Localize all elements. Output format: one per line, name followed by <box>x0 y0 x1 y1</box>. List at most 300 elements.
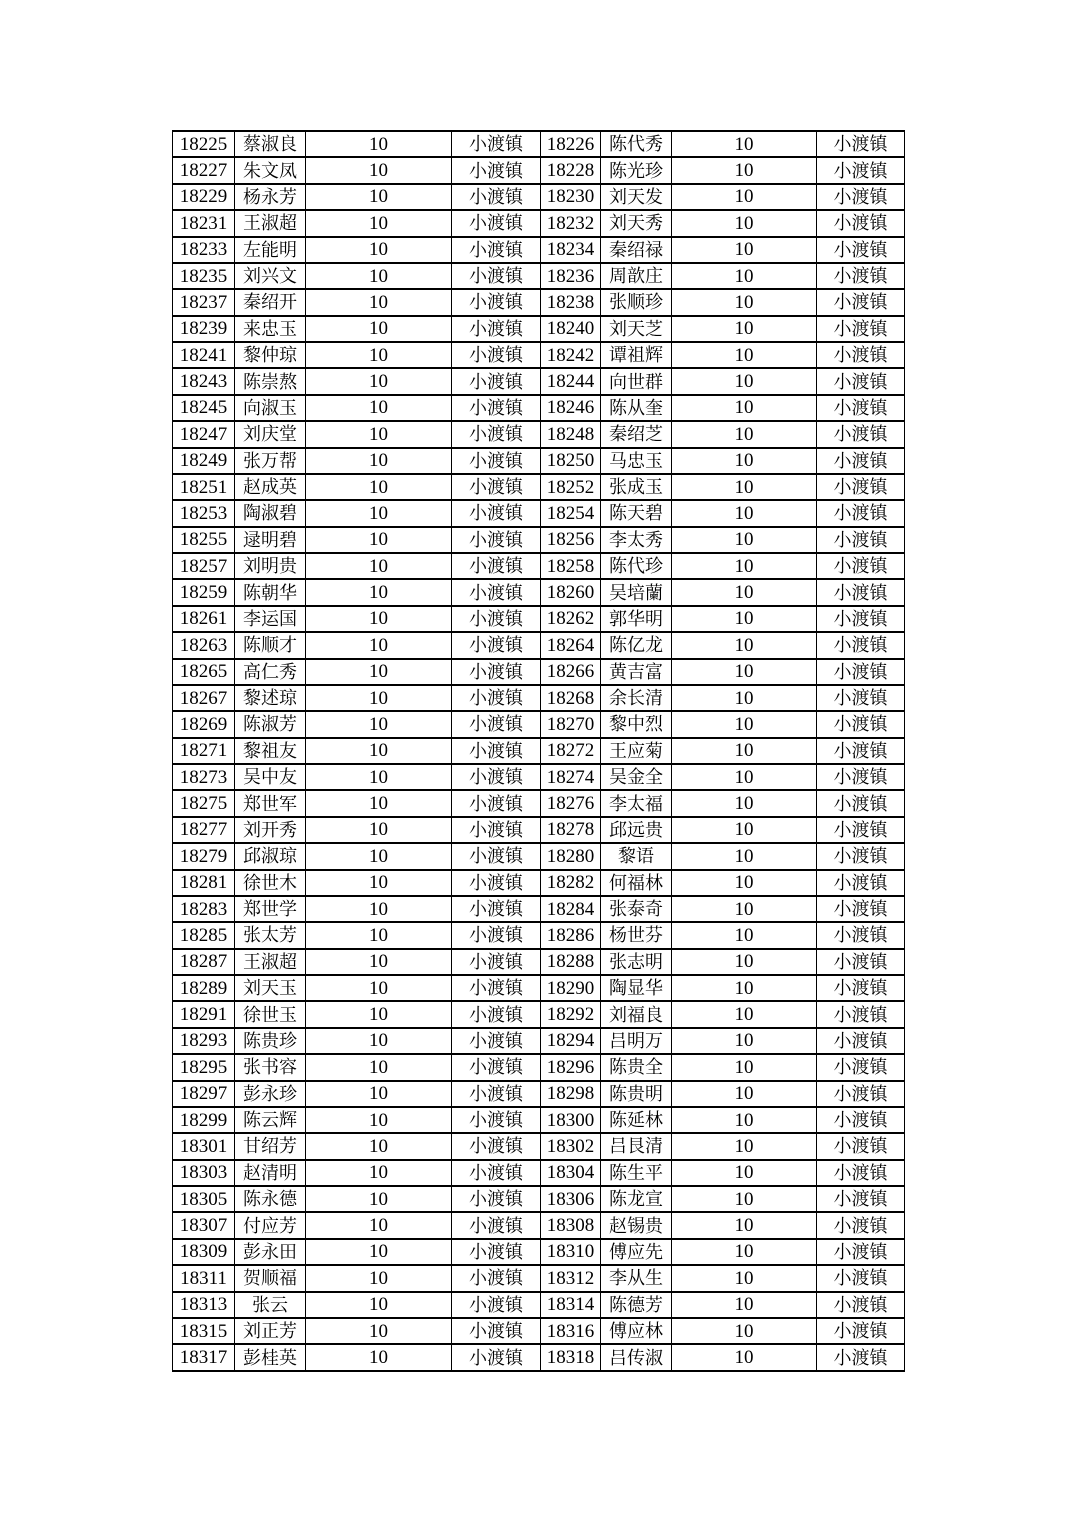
town: 小渡镇 <box>452 606 541 632</box>
person-name: 刘天玉 <box>235 975 306 1001</box>
person-name: 黄吉富 <box>601 659 672 685</box>
town: 小渡镇 <box>817 500 905 526</box>
amount: 10 <box>306 184 452 210</box>
town: 小渡镇 <box>817 606 905 632</box>
amount: 10 <box>672 949 817 975</box>
amount: 10 <box>306 922 452 948</box>
table-row <box>173 1186 905 1212</box>
town: 小渡镇 <box>817 922 905 948</box>
person-name: 傅应林 <box>601 1318 672 1344</box>
table-row <box>173 790 905 816</box>
town: 小渡镇 <box>452 395 541 421</box>
entry-id: 18283 <box>173 896 235 922</box>
entry-id: 18236 <box>541 263 601 289</box>
person-name: 傅应先 <box>601 1239 672 1265</box>
person-name: 张书容 <box>235 1054 306 1080</box>
table-row <box>173 1344 905 1371</box>
amount: 10 <box>672 527 817 553</box>
entry-id: 18282 <box>541 870 601 896</box>
town: 小渡镇 <box>452 790 541 816</box>
entry-id: 18311 <box>173 1265 235 1291</box>
town: 小渡镇 <box>452 1001 541 1027</box>
person-name: 吴培蘭 <box>601 579 672 605</box>
table-row <box>173 131 905 157</box>
town: 小渡镇 <box>452 237 541 263</box>
town: 小渡镇 <box>452 738 541 764</box>
town: 小渡镇 <box>817 896 905 922</box>
person-name: 马忠玉 <box>601 448 672 474</box>
person-name: 刘天秀 <box>601 210 672 236</box>
entry-id: 18252 <box>541 474 601 500</box>
town: 小渡镇 <box>817 1292 905 1318</box>
entry-id: 18235 <box>173 263 235 289</box>
town: 小渡镇 <box>817 632 905 658</box>
person-name: 陶显华 <box>601 975 672 1001</box>
amount: 10 <box>672 817 817 843</box>
person-name: 郑世学 <box>235 896 306 922</box>
table-row <box>173 553 905 579</box>
person-name: 彭桂英 <box>235 1344 306 1371</box>
person-name: 陶淑碧 <box>235 500 306 526</box>
town: 小渡镇 <box>452 289 541 315</box>
person-name: 张志明 <box>601 949 672 975</box>
amount: 10 <box>672 368 817 394</box>
entry-id: 18260 <box>541 579 601 605</box>
entry-id: 18302 <box>541 1133 601 1159</box>
amount: 10 <box>306 579 452 605</box>
entry-id: 18273 <box>173 764 235 790</box>
table-row <box>173 764 905 790</box>
amount: 10 <box>672 1265 817 1291</box>
person-name: 高仁秀 <box>235 659 306 685</box>
amount: 10 <box>672 896 817 922</box>
town: 小渡镇 <box>817 448 905 474</box>
amount: 10 <box>306 368 452 394</box>
person-name: 赵锡贵 <box>601 1212 672 1238</box>
entry-id: 18305 <box>173 1186 235 1212</box>
entry-id: 18309 <box>173 1239 235 1265</box>
entry-id: 18254 <box>541 500 601 526</box>
town: 小渡镇 <box>817 289 905 315</box>
town: 小渡镇 <box>452 975 541 1001</box>
amount: 10 <box>672 448 817 474</box>
town: 小渡镇 <box>817 1239 905 1265</box>
person-name: 王应菊 <box>601 738 672 764</box>
person-name: 邱淑琼 <box>235 843 306 869</box>
table-row <box>173 1107 905 1133</box>
amount: 10 <box>672 395 817 421</box>
person-name: 吴金全 <box>601 764 672 790</box>
amount: 10 <box>306 500 452 526</box>
entry-id: 18285 <box>173 922 235 948</box>
amount: 10 <box>306 316 452 342</box>
table-row <box>173 210 905 236</box>
town: 小渡镇 <box>452 527 541 553</box>
entry-id: 18279 <box>173 843 235 869</box>
amount: 10 <box>306 817 452 843</box>
town: 小渡镇 <box>817 790 905 816</box>
table-row <box>173 500 905 526</box>
person-name: 黎中烈 <box>601 711 672 737</box>
town: 小渡镇 <box>817 843 905 869</box>
amount: 10 <box>306 210 452 236</box>
entry-id: 18288 <box>541 949 601 975</box>
table-row <box>173 896 905 922</box>
amount: 10 <box>672 1054 817 1080</box>
person-name: 郑世军 <box>235 790 306 816</box>
entry-id: 18312 <box>541 1265 601 1291</box>
entry-id: 18247 <box>173 421 235 447</box>
table-row <box>173 870 905 896</box>
person-name: 秦绍芝 <box>601 421 672 447</box>
amount: 10 <box>672 1001 817 1027</box>
entry-id: 18238 <box>541 289 601 315</box>
person-name: 陈贵全 <box>601 1054 672 1080</box>
amount: 10 <box>306 711 452 737</box>
person-name: 向世群 <box>601 368 672 394</box>
person-name: 向淑玉 <box>235 395 306 421</box>
amount: 10 <box>672 289 817 315</box>
amount: 10 <box>306 975 452 1001</box>
person-name: 黎祖友 <box>235 738 306 764</box>
entry-id: 18274 <box>541 764 601 790</box>
entry-id: 18299 <box>173 1107 235 1133</box>
person-name: 陈顺才 <box>235 632 306 658</box>
table-row <box>173 368 905 394</box>
person-name: 张太芳 <box>235 922 306 948</box>
person-name: 张顺珍 <box>601 289 672 315</box>
amount: 10 <box>672 1344 817 1371</box>
entry-id: 18271 <box>173 738 235 764</box>
table-row <box>173 949 905 975</box>
amount: 10 <box>306 289 452 315</box>
table-row <box>173 342 905 368</box>
amount: 10 <box>306 685 452 711</box>
town: 小渡镇 <box>817 1186 905 1212</box>
town: 小渡镇 <box>452 1107 541 1133</box>
entry-id: 18268 <box>541 685 601 711</box>
amount: 10 <box>306 659 452 685</box>
amount: 10 <box>306 131 452 157</box>
table-row <box>173 685 905 711</box>
amount: 10 <box>672 606 817 632</box>
entry-id: 18270 <box>541 711 601 737</box>
entry-id: 18287 <box>173 949 235 975</box>
person-name: 逯明碧 <box>235 527 306 553</box>
town: 小渡镇 <box>452 474 541 500</box>
table-row <box>173 184 905 210</box>
amount: 10 <box>306 896 452 922</box>
table-row <box>173 1212 905 1238</box>
person-name: 赵成英 <box>235 474 306 500</box>
town: 小渡镇 <box>817 1107 905 1133</box>
person-name: 陈光珍 <box>601 157 672 183</box>
entry-id: 18240 <box>541 316 601 342</box>
town: 小渡镇 <box>452 659 541 685</box>
amount: 10 <box>672 421 817 447</box>
person-name: 刘兴文 <box>235 263 306 289</box>
amount: 10 <box>306 843 452 869</box>
table-row <box>173 975 905 1001</box>
person-name: 吴中友 <box>235 764 306 790</box>
amount: 10 <box>672 764 817 790</box>
amount: 10 <box>306 237 452 263</box>
entry-id: 18297 <box>173 1081 235 1107</box>
amount: 10 <box>306 764 452 790</box>
amount: 10 <box>306 421 452 447</box>
amount: 10 <box>672 1212 817 1238</box>
person-name: 陈亿龙 <box>601 632 672 658</box>
person-name: 徐世木 <box>235 870 306 896</box>
entry-id: 18276 <box>541 790 601 816</box>
town: 小渡镇 <box>452 632 541 658</box>
person-name: 谭祖辉 <box>601 342 672 368</box>
person-name: 陈延林 <box>601 1107 672 1133</box>
person-name: 刘开秀 <box>235 817 306 843</box>
amount: 10 <box>306 1292 452 1318</box>
person-name: 邱远贵 <box>601 817 672 843</box>
person-name: 李从生 <box>601 1265 672 1291</box>
person-name: 陈贵明 <box>601 1081 672 1107</box>
entry-id: 18245 <box>173 395 235 421</box>
table-row <box>173 1265 905 1291</box>
town: 小渡镇 <box>452 184 541 210</box>
table-row <box>173 659 905 685</box>
town: 小渡镇 <box>817 1212 905 1238</box>
entry-id: 18298 <box>541 1081 601 1107</box>
person-name: 黎述琼 <box>235 685 306 711</box>
town: 小渡镇 <box>452 210 541 236</box>
person-name: 陈代秀 <box>601 131 672 157</box>
town: 小渡镇 <box>817 579 905 605</box>
table-row <box>173 579 905 605</box>
amount: 10 <box>672 1028 817 1054</box>
amount: 10 <box>672 474 817 500</box>
town: 小渡镇 <box>817 527 905 553</box>
person-name: 朱文凤 <box>235 157 306 183</box>
town: 小渡镇 <box>452 922 541 948</box>
entry-id: 18314 <box>541 1292 601 1318</box>
person-name: 何福林 <box>601 870 672 896</box>
town: 小渡镇 <box>452 1160 541 1186</box>
person-name: 陈永德 <box>235 1186 306 1212</box>
person-name: 黎语 <box>601 843 672 869</box>
amount: 10 <box>306 474 452 500</box>
person-name: 李太秀 <box>601 527 672 553</box>
table-row <box>173 316 905 342</box>
town: 小渡镇 <box>817 368 905 394</box>
person-name: 李太福 <box>601 790 672 816</box>
table-row <box>173 738 905 764</box>
town: 小渡镇 <box>817 1265 905 1291</box>
town: 小渡镇 <box>452 1239 541 1265</box>
amount: 10 <box>306 395 452 421</box>
entry-id: 18250 <box>541 448 601 474</box>
table-row <box>173 1054 905 1080</box>
table-row <box>173 448 905 474</box>
entry-id: 18244 <box>541 368 601 394</box>
amount: 10 <box>306 1160 452 1186</box>
person-name: 刘天发 <box>601 184 672 210</box>
entry-id: 18313 <box>173 1292 235 1318</box>
entry-id: 18243 <box>173 368 235 394</box>
person-name: 刘福良 <box>601 1001 672 1027</box>
amount: 10 <box>306 1265 452 1291</box>
town: 小渡镇 <box>817 210 905 236</box>
entry-id: 18267 <box>173 685 235 711</box>
amount: 10 <box>306 1054 452 1080</box>
amount: 10 <box>672 184 817 210</box>
town: 小渡镇 <box>452 342 541 368</box>
town: 小渡镇 <box>817 184 905 210</box>
person-name: 王淑超 <box>235 949 306 975</box>
person-name: 左能明 <box>235 237 306 263</box>
amount: 10 <box>672 210 817 236</box>
table-row <box>173 1081 905 1107</box>
entry-id: 18227 <box>173 157 235 183</box>
entry-id: 18269 <box>173 711 235 737</box>
person-name: 陈朝华 <box>235 579 306 605</box>
town: 小渡镇 <box>452 1133 541 1159</box>
amount: 10 <box>306 606 452 632</box>
table-row <box>173 237 905 263</box>
amount: 10 <box>672 843 817 869</box>
person-name: 陈云辉 <box>235 1107 306 1133</box>
entry-id: 18290 <box>541 975 601 1001</box>
entry-id: 18281 <box>173 870 235 896</box>
person-name: 王淑超 <box>235 210 306 236</box>
town: 小渡镇 <box>817 738 905 764</box>
person-name: 杨永芳 <box>235 184 306 210</box>
entry-id: 18275 <box>173 790 235 816</box>
town: 小渡镇 <box>452 579 541 605</box>
amount: 10 <box>672 579 817 605</box>
person-name: 黎仲琼 <box>235 342 306 368</box>
table-row <box>173 922 905 948</box>
person-name: 吕艮清 <box>601 1133 672 1159</box>
entry-id: 18253 <box>173 500 235 526</box>
amount: 10 <box>672 1160 817 1186</box>
entry-id: 18226 <box>541 131 601 157</box>
town: 小渡镇 <box>452 1318 541 1344</box>
table-row <box>173 395 905 421</box>
entry-id: 18255 <box>173 527 235 553</box>
table-row <box>173 711 905 737</box>
person-name: 蔡淑良 <box>235 131 306 157</box>
table-row <box>173 1001 905 1027</box>
town: 小渡镇 <box>452 368 541 394</box>
town: 小渡镇 <box>817 659 905 685</box>
entry-id: 18284 <box>541 896 601 922</box>
table-row <box>173 421 905 447</box>
town: 小渡镇 <box>817 764 905 790</box>
person-name: 秦绍开 <box>235 289 306 315</box>
amount: 10 <box>672 659 817 685</box>
person-name: 刘明贵 <box>235 553 306 579</box>
town: 小渡镇 <box>452 1186 541 1212</box>
town: 小渡镇 <box>452 1212 541 1238</box>
entry-id: 18263 <box>173 632 235 658</box>
entry-id: 18280 <box>541 843 601 869</box>
town: 小渡镇 <box>817 342 905 368</box>
table-row <box>173 606 905 632</box>
entry-id: 18304 <box>541 1160 601 1186</box>
town: 小渡镇 <box>452 448 541 474</box>
amount: 10 <box>306 1239 452 1265</box>
person-name: 刘正芳 <box>235 1318 306 1344</box>
town: 小渡镇 <box>817 263 905 289</box>
amount: 10 <box>306 342 452 368</box>
person-name: 陈生平 <box>601 1160 672 1186</box>
entry-id: 18306 <box>541 1186 601 1212</box>
entry-id: 18265 <box>173 659 235 685</box>
town: 小渡镇 <box>452 870 541 896</box>
entry-id: 18256 <box>541 527 601 553</box>
entry-id: 18291 <box>173 1001 235 1027</box>
amount: 10 <box>672 1081 817 1107</box>
town: 小渡镇 <box>452 685 541 711</box>
town: 小渡镇 <box>452 553 541 579</box>
amount: 10 <box>306 1318 452 1344</box>
amount: 10 <box>672 1292 817 1318</box>
entry-id: 18294 <box>541 1028 601 1054</box>
person-name: 秦绍禄 <box>601 237 672 263</box>
person-name: 陈天碧 <box>601 500 672 526</box>
entry-id: 18315 <box>173 1318 235 1344</box>
person-name: 刘天芝 <box>601 316 672 342</box>
amount: 10 <box>672 1133 817 1159</box>
town: 小渡镇 <box>452 1081 541 1107</box>
person-name: 彭永珍 <box>235 1081 306 1107</box>
amount: 10 <box>672 870 817 896</box>
amount: 10 <box>672 922 817 948</box>
person-name: 陈淑芳 <box>235 711 306 737</box>
town: 小渡镇 <box>817 1081 905 1107</box>
town: 小渡镇 <box>452 711 541 737</box>
table-row <box>173 263 905 289</box>
town: 小渡镇 <box>452 764 541 790</box>
amount: 10 <box>306 1081 452 1107</box>
amount: 10 <box>306 157 452 183</box>
town: 小渡镇 <box>452 500 541 526</box>
amount: 10 <box>672 685 817 711</box>
town: 小渡镇 <box>817 949 905 975</box>
entry-id: 18300 <box>541 1107 601 1133</box>
entry-id: 18230 <box>541 184 601 210</box>
amount: 10 <box>672 553 817 579</box>
entry-id: 18229 <box>173 184 235 210</box>
person-name: 陈贵珍 <box>235 1028 306 1054</box>
entry-id: 18239 <box>173 316 235 342</box>
town: 小渡镇 <box>817 395 905 421</box>
amount: 10 <box>672 975 817 1001</box>
entry-id: 18296 <box>541 1054 601 1080</box>
entry-id: 18266 <box>541 659 601 685</box>
entry-id: 18249 <box>173 448 235 474</box>
town: 小渡镇 <box>817 817 905 843</box>
table-row <box>173 632 905 658</box>
person-name: 付应芳 <box>235 1212 306 1238</box>
town: 小渡镇 <box>817 1160 905 1186</box>
table-row <box>173 817 905 843</box>
entry-id: 18237 <box>173 289 235 315</box>
table-row <box>173 474 905 500</box>
person-name: 刘庆堂 <box>235 421 306 447</box>
entry-id: 18272 <box>541 738 601 764</box>
amount: 10 <box>306 263 452 289</box>
entry-id: 18225 <box>173 131 235 157</box>
amount: 10 <box>672 1239 817 1265</box>
